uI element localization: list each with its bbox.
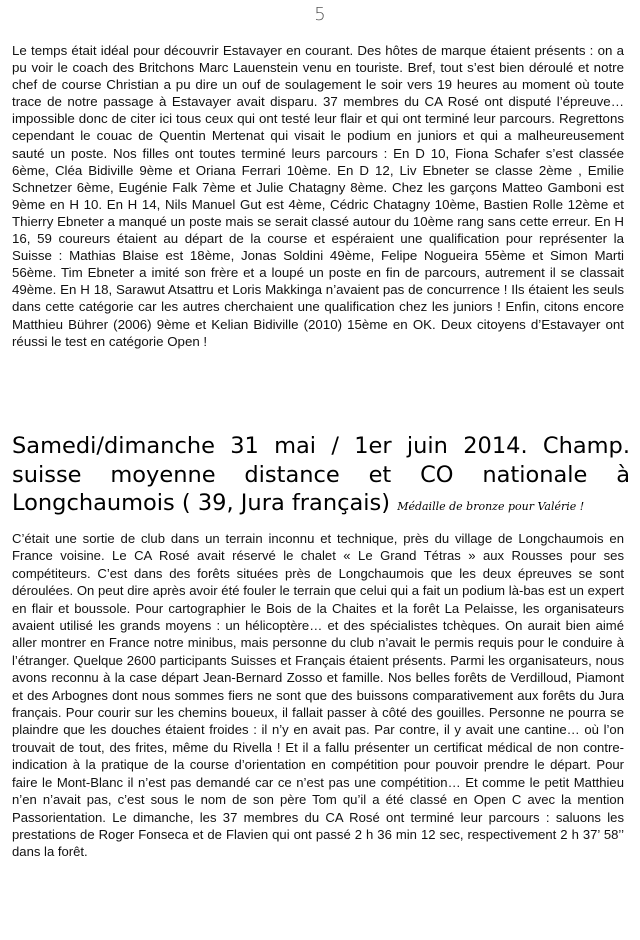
section-title-text: Samedi/dimanche 31 mai / 1er juin 2014. Champ. suisse moyenne distance et CO nationale à Longchaumois ( 39, Jura français) [12,433,630,516]
paragraph-estavayer-results: Le temps était idéal pour découvrir Estavayer en courant. Des hôtes de marque étaient présents : on a pu voir le coach des Britchons Marc Lauenstein venu en touriste. Bref, tout s’est bien déroulé et notre chef de course Christian a pu dire un ouf de soulagement le soir vers 19 heures au moment où toute trace de notre passage à Estavayer avait disparu. 37 membres du CA Rosé ont disputé l’épreuve… impossible donc de citer ici tous ceux qui ont testé leur flair et qui ont terminé leur parcours. Regrettons cependant le couac de Quentin Mertenat qui visait le podium en juniors et qui a malheureusement sauté un poste. Nos filles ont toutes terminé leurs parcours : En D 10, Fiona Schafer s’est classée 6ème, Cléa Bidiville 9ème et Oriana Ferrari 10ème. En D 12, Liv Ebneter se classe 2ème , Emilie Schnetzer 6ème, Eugénie Falk 7ème et Julie Chatagny 8ème. Chez les garçons Matteo Gamboni est 9ème en H 10. En H 14, Nils Manuel Gut est 4ème, Cédric Chatagny 10ème, Bastien Rolle 12ème et Thierry Ebneter a manqué un poste mais se serait classé autour du 10ème rang sans cette erreur. En H 16, 59 coureurs étaient au départ de la course et espéraient une qualification pour représenter la Suisse : Mathias Blaise est 18ème, Jonas Soldini 49ème, Felipe Nogueira 55ème et Simon Marti 56ème. Tim Ebneter a imité son frère et a loupé un poste en fin de parcours, autrement il se classait 49ème. En H 18, Sarawut Atsattru et Loris Makkinga n’avaient pas de concurrence ! Ils étaient les seuls dans cette catégorie car les autres cherchaient une qualification chez les juniors ! Enfin, citons encore Matthieu Bührer (2006) 9ème et Kelian Bidiville (2010) 15ème en OK. Deux citoyens d’Estavayer ont réussi le test en catégorie Open ! [12,43,624,349]
page-number: 5 [314,4,326,25]
paragraph-longchaumois-report: C’était une sortie de club dans un terrain inconnu et technique, près du village de Longchaumois en France voisine. Le CA Rosé avait réservé le chalet « Le Grand Tétras » aux Rousses pour ses compétiteurs. C’est dans des forêts situées près de Longchaumois que les deux épreuves se sont déroulées. On peut dire après avoir été fouler le terrain que celui qui a fait un podium là-bas est un expert en flair et boussole. Pour cartographier le Bois de la Chaites et la forêt La Pelaisse, les organisateurs avaient utilisé les grands moyens : un hélicoptère… et des spécialistes tchèques. On aurait bien aimé aller montrer en France notre minibus, mais personne du club n’avait le permis requis pour le conduire à l’étranger. Quelque 2600 participants Suisses et Français étaient présents. Parmi les organisateurs, nous avons reconnu à la case départ Jean-Bernard Zosso et famille. Nos belles forêts de Verdilloud, Piamont et des Arbognes dont nous sommes fiers ne sont que des buissons comparativement aux forêts du Jura français. Pour courir sur les chemins boueux, il fallait passer à côté des gouilles. Personne ne pourra se plaindre que les douches étaient froides : il n’y en avait pas. Par contre, il y avait une cantine… où l’on trouvait de tout, des frites, même du Rivella ! Et il a fallu présenter un certificat médical de non contre-indication à la pratique de la course d’orientation en compétition pour pouvoir prendre le départ. Pour faire le Mont-Blanc il n’est pas demandé car ce n’est pas une compétition… Et comme le petit Matthieu n’en n’avait pas, c’est sous le nom de son père Tom qu’il a été classé en Open C avec la mention Passorientation. Le dimanche, les 37 membres du CA Rosé ont terminé leur parcours : saluons les prestations de Roger Fonseca et de Flavien qui ont passé 2 h 36 min 12 sec, respectivement 2 h 37’ 58’’ dans la forêt. [12,531,624,860]
section-subtitle: Médaille de bronze pour Valérie ! [397,500,585,513]
section-heading [12,432,630,522]
